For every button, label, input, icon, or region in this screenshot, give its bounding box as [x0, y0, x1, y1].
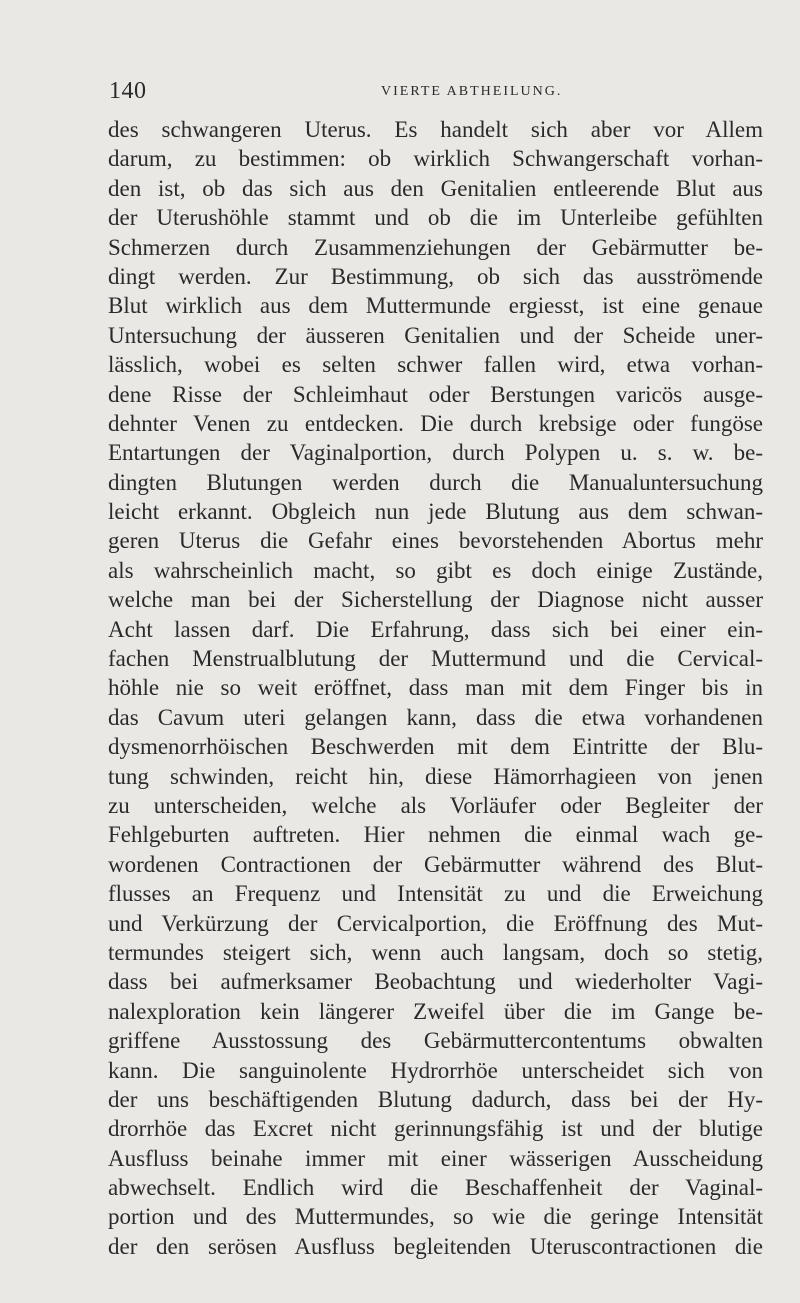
text-line: portion und des Muttermundes, so wie die geringe Intensität — [108, 1204, 763, 1230]
text-line: dingten Blutungen werden durch die Manualuntersuchung — [108, 469, 763, 495]
text-line: Ausfluss beinahe immer mit einer wässerigen Ausscheidung — [108, 1145, 763, 1171]
text-line: das Cavum uteri gelangen kann, dass die etwa vorhandenen — [108, 704, 763, 730]
text-line: zu unterscheiden, welche als Vorläufer oder Begleiter der — [108, 792, 763, 818]
text-line: der den serösen Ausfluss begleitenden Uteruscontractionen die — [108, 1233, 763, 1259]
text-line: Acht lassen darf. Die Erfahrung, dass sich bei einer ein- — [108, 616, 763, 642]
text-line: der uns beschäftigenden Blutung dadurch, dass bei der Hy- — [108, 1086, 763, 1112]
text-line: darum, zu bestimmen: ob wirklich Schwangerschaft vorhan- — [108, 146, 763, 172]
text-line: welche man bei der Sicherstellung der Diagnose nicht ausser — [108, 587, 763, 613]
text-line: Blut wirklich aus dem Muttermunde ergiesst, ist eine genaue — [108, 293, 763, 319]
text-line: Fehlgeburten auftreten. Hier nehmen die einmal wach ge- — [108, 822, 763, 848]
text-line: lässlich, wobei es selten schwer fallen wird, etwa vorhan- — [108, 352, 763, 378]
text-line: geren Uterus die Gefahr eines bevorstehenden Abortus mehr — [108, 528, 763, 554]
text-line: und Verkürzung der Cervicalportion, die Eröffnung des Mut- — [108, 910, 763, 936]
text-line: höhle nie so weit eröffnet, dass man mit dem Finger bis in — [108, 675, 763, 701]
text-line: abwechselt. Endlich wird die Beschaffenheit der Vaginal- — [108, 1175, 763, 1201]
text-line: dysmenorrhöischen Beschwerden mit dem Eintritte der Blu- — [108, 734, 763, 760]
text-line: Entartungen der Vaginalportion, durch Polypen u. s. w. be- — [108, 440, 763, 466]
page-header — [109, 78, 769, 108]
text-line: flusses an Frequenz und Intensität zu und die Erweichung — [108, 881, 763, 907]
text-line: als wahrscheinlich macht, so gibt es doch einige Zustände, — [108, 557, 763, 583]
text-line: dingt werden. Zur Bestimmung, ob sich das ausströmende — [108, 263, 763, 289]
text-line: den ist, ob das sich aus den Genitalien entleerende Blut aus — [108, 175, 763, 201]
text-line: kann. Die sanguinolente Hydrorrhöe unterscheidet sich von — [108, 1057, 763, 1083]
text-line: der Uterushöhle stammt und ob die im Unterleibe gefühlten — [108, 205, 763, 231]
text-line: dass bei aufmerksamer Beobachtung und wiederholter Vagi- — [108, 969, 763, 995]
text-line: fachen Menstrualblutung der Muttermund und die Cervical- — [108, 646, 763, 672]
page-number: 140 — [109, 78, 147, 104]
text-line: leicht erkannt. Obgleich nun jede Blutung aus dem schwan- — [108, 499, 763, 525]
text-line: Schmerzen durch Zusammenziehungen der Gebärmutter be- — [108, 234, 763, 260]
text-line: nalexploration kein längerer Zweifel über die im Gange be- — [108, 998, 763, 1024]
running-head: VIERTE ABTHEILUNG. — [381, 84, 563, 99]
text-line: wordenen Contractionen der Gebärmutter während des Blut- — [108, 851, 763, 877]
text-line: griffene Ausstossung des Gebärmuttercontentums obwalten — [108, 1028, 763, 1054]
text-line: dene Risse der Schleimhaut oder Berstungen varicös ausge- — [108, 381, 763, 407]
text-line: termundes steigert sich, wenn auch langsam, doch so stetig, — [108, 939, 763, 965]
text-line: drorrhöe das Excret nicht gerinnungsfähig ist und der blutige — [108, 1116, 763, 1142]
body-text — [108, 115, 763, 1261]
text-line: dehnter Venen zu entdecken. Die durch krebsige oder fungöse — [108, 410, 763, 436]
text-line: Untersuchung der äusseren Genitalien und der Scheide uner- — [108, 322, 763, 348]
text-line: des schwangeren Uterus. Es handelt sich aber vor Allem — [108, 117, 763, 142]
text-line: tung schwinden, reicht hin, diese Hämorrhagieen von jenen — [108, 763, 763, 789]
